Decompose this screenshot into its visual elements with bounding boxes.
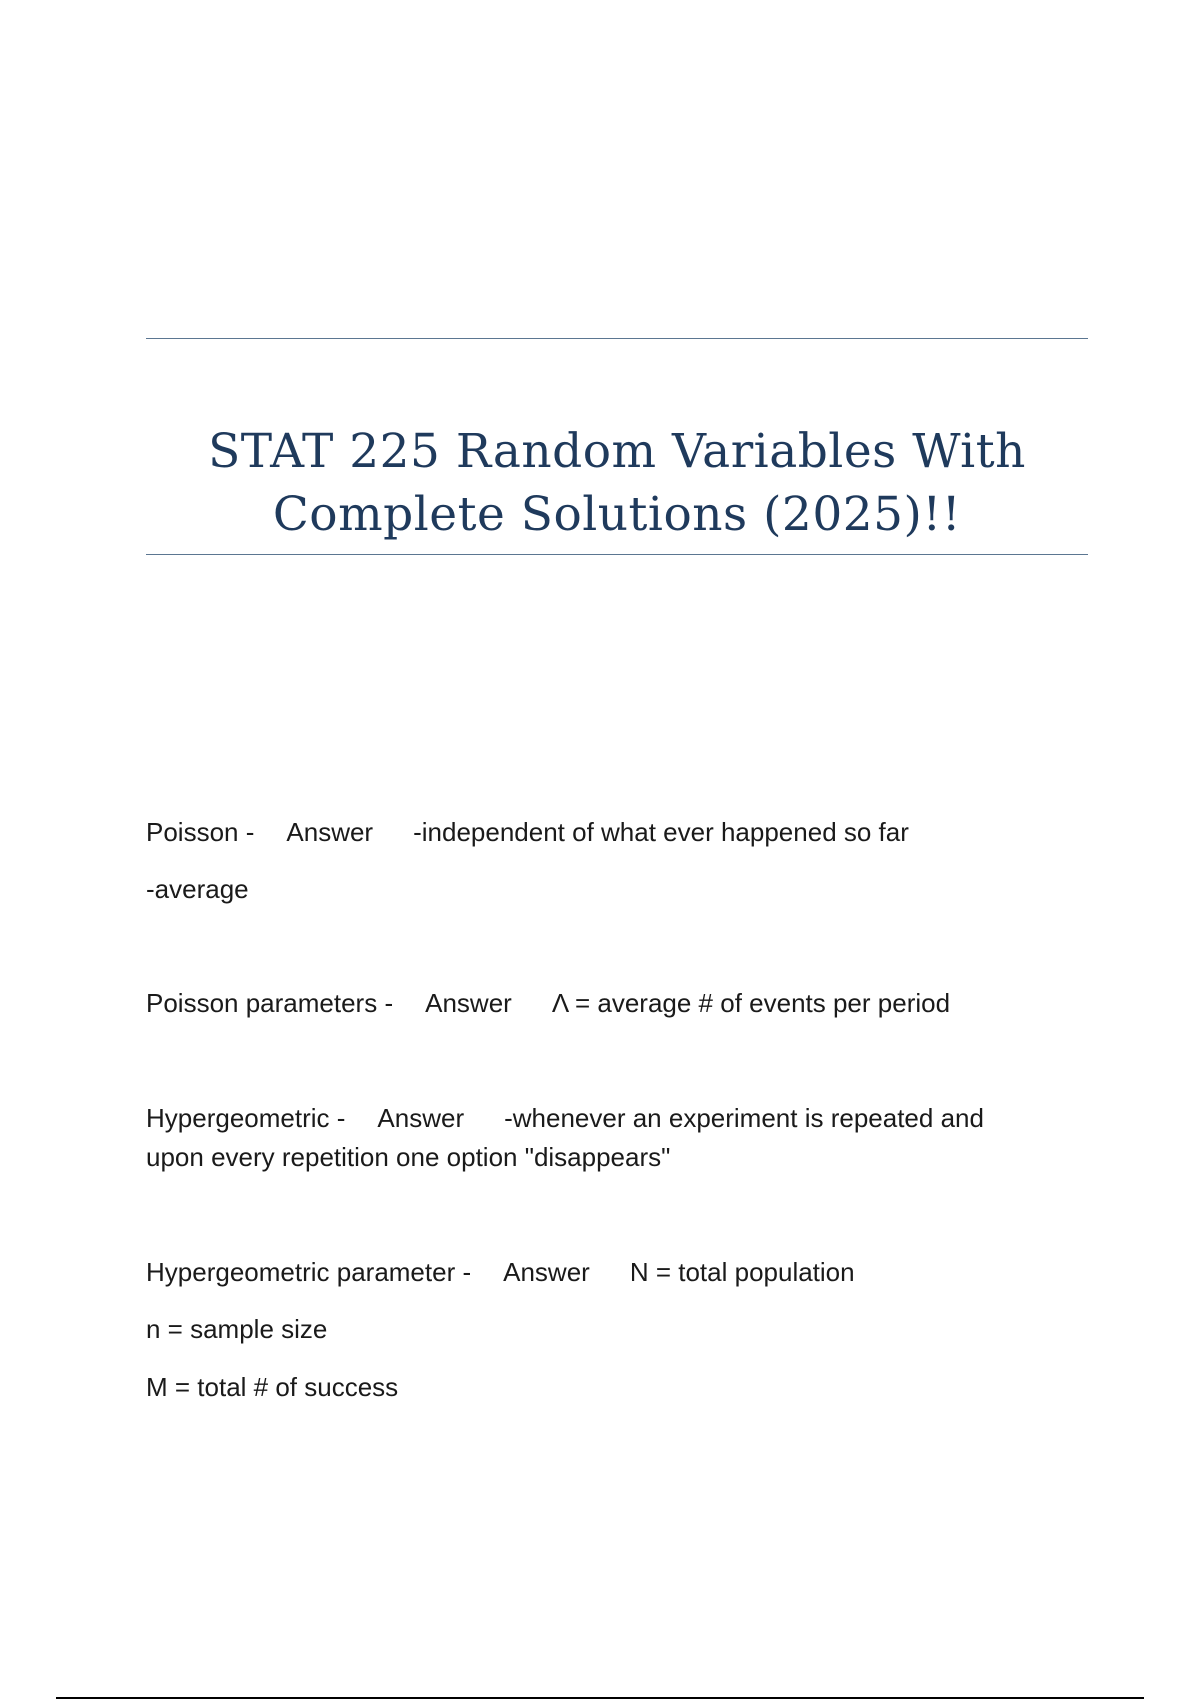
entry-term: Hypergeometric parameter - — [146, 1257, 472, 1287]
title-line-1: STAT 225 Random Variables With — [208, 424, 1026, 479]
entry-definition: Λ = average # of events per period — [551, 988, 951, 1018]
title-bottom-rule — [146, 554, 1088, 555]
entry-answer-label: Answer — [425, 988, 512, 1018]
entry-poisson — [146, 813, 1106, 852]
entry-definition: -independent of what ever happened so far — [413, 817, 909, 847]
document-title — [146, 420, 1088, 546]
title-top-rule — [146, 338, 1088, 339]
entry-hypergeometric — [146, 1099, 1106, 1138]
title-line-2: Complete Solutions (2025)!! — [272, 487, 962, 542]
entry-answer-label: Answer — [503, 1257, 590, 1287]
entry-hypergeometric-parameter-extra-line-1: n = sample size — [146, 1314, 328, 1344]
entry-hypergeometric-parameter — [146, 1253, 1106, 1292]
entry-hypergeometric-extra-line: upon every repetition one option "disappears" — [146, 1142, 671, 1172]
entry-hypergeometric-parameter-extra-line-2: M = total # of success — [146, 1372, 399, 1402]
entry-definition: N = total population — [629, 1257, 855, 1287]
entry-definition: -whenever an experiment is repeated and — [504, 1103, 984, 1133]
footer-rule — [56, 1697, 1144, 1699]
entry-poisson-extra-line: -average — [146, 874, 249, 904]
entry-answer-label: Answer — [377, 1103, 465, 1133]
entry-term: Poisson parameters - — [146, 988, 394, 1018]
entry-poisson-parameters — [146, 984, 1106, 1023]
entry-term: Poisson - — [146, 817, 255, 847]
entry-answer-label: Answer — [286, 817, 374, 847]
entry-term: Hypergeometric - — [146, 1103, 346, 1133]
